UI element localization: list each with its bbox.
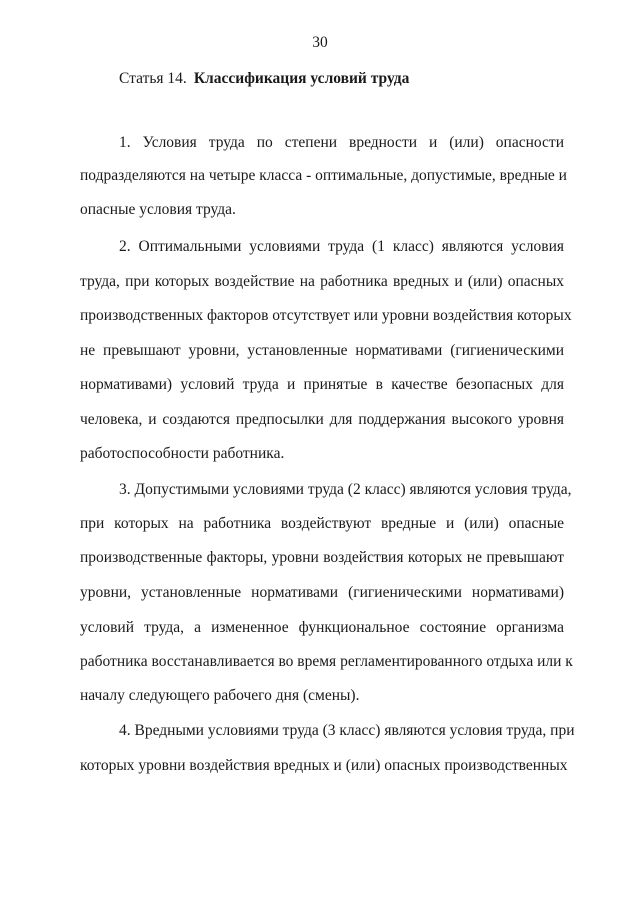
text-line: началу следующего рабочего дня (смены). <box>80 687 360 704</box>
page-number: 30 <box>312 34 328 51</box>
text-line: которых уровни воздействия вредных и (или) опасных производственных <box>80 757 568 774</box>
text-line: 2. Оптимальными условиями труда (1 класс) являются условия <box>119 238 564 255</box>
article-title: Классификация условий труда <box>193 70 410 87</box>
text-line: производственных факторов отсутствует или уровни воздействия которых <box>80 307 572 324</box>
text-line: работника восстанавливается во время регламентированного отдыха или к <box>80 653 573 670</box>
text-line: подразделяются на четыре класса - оптимальные, допустимые, вредные и <box>80 167 567 184</box>
text-line: уровни, установленные нормативами (гигиеническими нормативами) <box>80 584 564 601</box>
article-heading <box>119 70 409 88</box>
text-line: труда, при которых воздействие на работника вредных и (или) опасных <box>80 273 564 290</box>
text-line: производственные факторы, уровни воздействия которых не превышают <box>80 549 564 566</box>
text-line: при которых на работника воздействуют вредные и (или) опасные <box>80 515 564 532</box>
article-label: Статья 14. <box>119 70 187 87</box>
text-line: 1. Условия труда по степени вредности и (или) опасности <box>119 134 564 151</box>
text-line: 4. Вредными условиями труда (3 класс) являются условия труда, при <box>119 722 575 739</box>
text-line: нормативами) условий труда и принятые в качестве безопасных для <box>80 376 564 393</box>
text-line: работоспособности работника. <box>80 445 285 462</box>
text-line: человека, и создаются предпосылки для поддержания высокого уровня <box>80 411 564 428</box>
text-line: не превышают уровни, установленные нормативами (гигиеническими <box>80 342 564 359</box>
text-line: 3. Допустимыми условиями труда (2 класс) являются условия труда, <box>119 481 572 498</box>
text-line: условий труда, а измененное функциональное состояние организма <box>80 619 564 636</box>
text-line: опасные условия труда. <box>80 201 236 218</box>
